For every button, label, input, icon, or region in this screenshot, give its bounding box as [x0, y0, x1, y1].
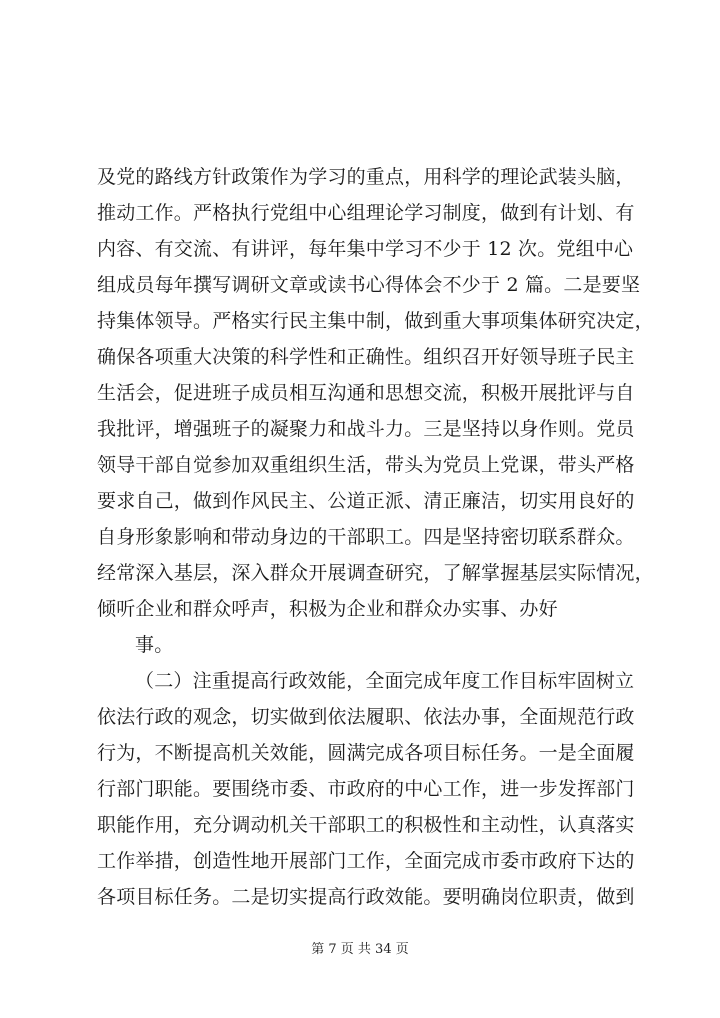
text-line: 职能作用，充分调动机关干部职工的积极性和主动性，认真落实	[97, 814, 635, 836]
section-heading-line: （二）注重提高行政效能，全面完成年度工作目标牢固树立	[135, 670, 635, 692]
text-line: 生活会，促进班子成员相互沟通和思想交流，积极开展批评与自	[97, 382, 635, 404]
text-line: 内容、有交流、有讲评，每年集中学习不少于 12 次。党组中心	[97, 238, 634, 260]
text-line: 领导干部自觉参加双重组织生活，带头为党员上党课，带头严格	[97, 454, 635, 476]
text-line: 依法行政的观念，切实做到依法履职、依法办事，全面规范行政	[97, 706, 635, 728]
text-line: 确保各项重大决策的科学性和正确性。组织召开好领导班子民主	[97, 346, 635, 368]
text-line: 组成员每年撰写调研文章或读书心得体会不少于 2 篇。二是要坚	[97, 274, 641, 296]
text-line: 我批评，增强班子的凝聚力和战斗力。三是坚持以身作则。党员	[97, 418, 635, 440]
text-line: 自身形象影响和带动身边的干部职工。四是坚持密切联系群众。	[97, 526, 635, 548]
text-line: 推动工作。严格执行党组中心组理论学习制度，做到有计划、有	[97, 202, 635, 224]
text-line: 各项目标任务。二是切实提高行政效能。要明确岗位职责，做到	[97, 886, 635, 908]
text-line: 及党的路线方针政策作为学习的重点，用科学的理论武装头脑，	[97, 166, 635, 188]
text-line: 要求自己，做到作风民主、公道正派、清正廉洁，切实用良好的	[97, 490, 635, 512]
text-line: 持集体领导。严格实行民主集中制，做到重大事项集体研究决定，	[97, 310, 654, 332]
text-line: 倾听企业和群众呼声，积极为企业和群众办实事、办好	[97, 598, 558, 620]
text-line: 行为，不断提高机关效能，圆满完成各项目标任务。一是全面履	[97, 742, 635, 764]
text-line: 行部门职能。要围绕市委、市政府的中心工作，进一步发挥部门	[97, 778, 635, 800]
text-line: 工作举措，创造性地开展部门工作，全面完成市委市政府下达的	[97, 850, 635, 872]
text-line: 经常深入基层，深入群众开展调查研究，了解掌握基层实际情况，	[97, 562, 654, 584]
text-line: 事。	[135, 634, 174, 656]
page-number-footer: 第 7 页 共 34 页	[311, 942, 409, 957]
